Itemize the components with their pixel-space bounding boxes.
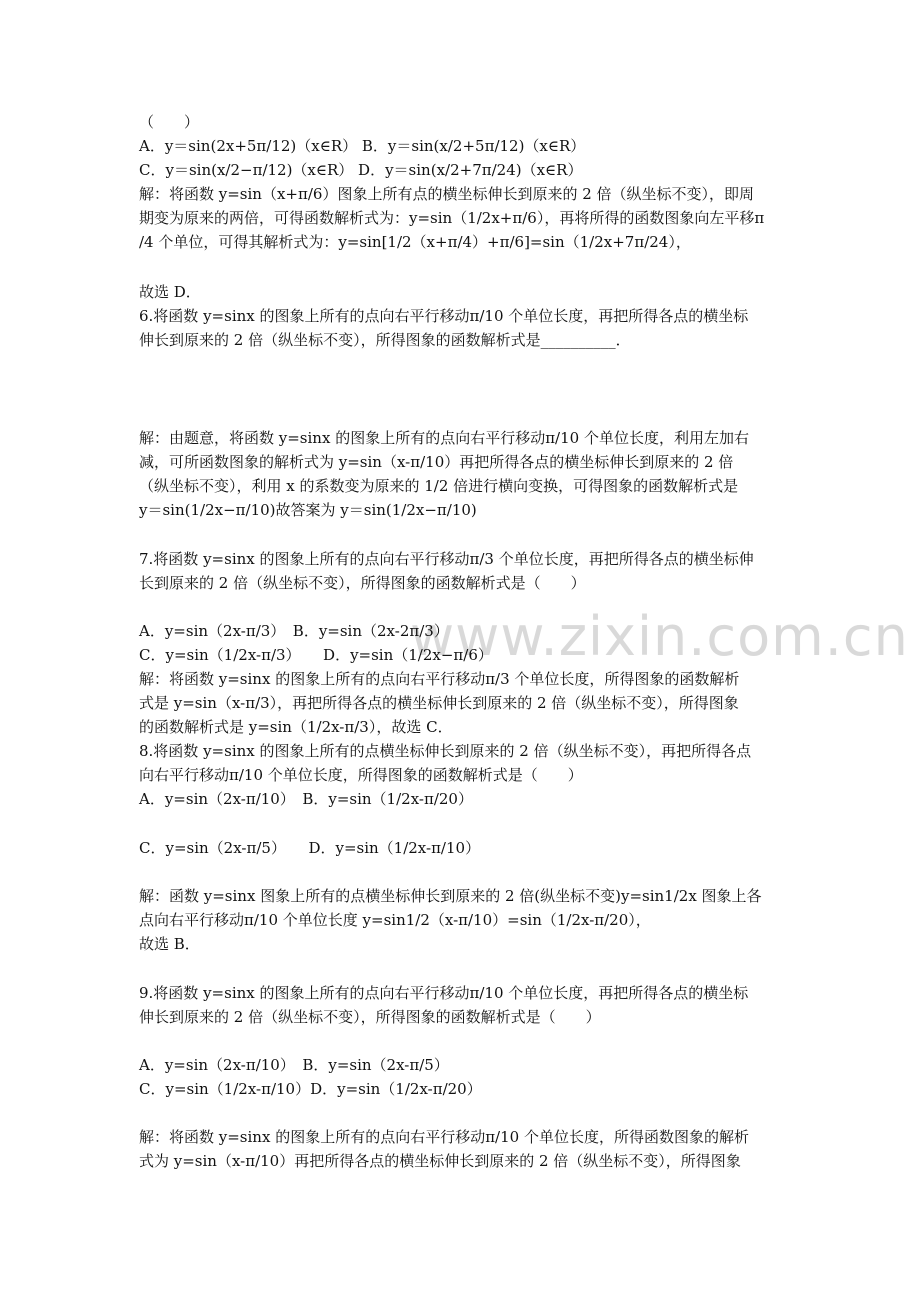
solution-line: 减，可所函数图象的解析式为 y=sin（x-π/10）再把所得各点的横坐标伸长到原来的 2 倍 bbox=[139, 453, 734, 471]
solution-line: /4 个单位，可得其解析式为：y=sin[1/2（x+π/4）+π/6]=sin（1/2x+7π/24）， bbox=[139, 233, 691, 251]
solution-line: 解：将函数 y=sinx 的图象上所有的点向右平行移动π/10 个单位长度，所得函数图象的解析 bbox=[139, 1128, 749, 1146]
solution-line: （纵坐标不变），利用 x 的系数变为原来的 1/2 倍进行横向变换，可得图象的函数解析式是 bbox=[139, 477, 739, 495]
solution-line: 解：将函数 y=sin（x+π/6）图象上所有点的横坐标伸长到原来的 2 倍（纵坐标不变），即周 bbox=[139, 185, 755, 203]
answer-blank-paren: （ ） bbox=[139, 113, 200, 131]
option-line: C．y=sin（2x-π/5） D．y=sin（1/2x-π/10） bbox=[139, 839, 481, 857]
conclusion-line: 故选 B． bbox=[139, 935, 200, 953]
option-line: A．y=sin（2x-π/10） B．y=sin（2x-π/5） bbox=[139, 1056, 449, 1074]
conclusion-line: 故选 D． bbox=[139, 283, 201, 301]
question-6-line: 伸长到原来的 2 倍（纵坐标不变），所得图象的函数解析式是__________． bbox=[139, 331, 631, 349]
solution-line: 式是 y=sin（x-π/3），再把所得各点的横坐标伸长到原来的 2 倍（纵坐标不变），所得图象 bbox=[139, 694, 739, 712]
watermark: www.zixin.com.cn bbox=[410, 605, 909, 668]
solution-line: y＝sin(1/2x−π/10)故答案为 y＝sin(1/2x−π/10) bbox=[139, 501, 477, 519]
question-6-line: 6.将函数 y=sinx 的图象上所有的点向右平行移动π/10 个单位长度，再把所得各点的横坐标 bbox=[139, 307, 749, 325]
solution-line: 点向右平行移动π/10 个单位长度 y=sin1/2（x-π/10）=sin（1/2x-π/20）， bbox=[139, 911, 651, 929]
solution-line: 期变为原来的两倍，可得函数解析式为：y=sin（1/2x+π/6），再将所得的函数图象向左平移π bbox=[139, 209, 765, 227]
option-line: A．y＝sin(2x+5π/12)（x∈R） B．y＝sin(x/2+5π/12)（x∈R） bbox=[139, 137, 586, 155]
option-line: C．y＝sin(x/2−π/12)（x∈R） D．y＝sin(x/2+7π/24)（x∈R） bbox=[139, 161, 583, 179]
question-7-line: 7.将函数 y=sinx 的图象上所有的点向右平行移动π/3 个单位长度，再把所得各点的横坐标伸 bbox=[139, 550, 754, 568]
solution-line: 的函数解析式是 y=sin（1/2x-π/3），故选 C． bbox=[139, 718, 453, 736]
question-9-line: 9.将函数 y=sinx 的图象上所有的点向右平行移动π/10 个单位长度，再把所得各点的横坐标 bbox=[139, 984, 749, 1002]
option-line: A．y=sin（2x-π/3） B．y=sin（2x-2π/3） bbox=[139, 622, 449, 640]
question-8-line: 向右平行移动π/10 个单位长度，所得图象的函数解析式是（ ） bbox=[139, 766, 583, 784]
question-9-line: 伸长到原来的 2 倍（纵坐标不变），所得图象的函数解析式是（ ） bbox=[139, 1008, 601, 1026]
option-line: A．y=sin（2x-π/10） B．y=sin（1/2x-π/20） bbox=[139, 790, 473, 808]
solution-line: 解：将函数 y=sinx 的图象上所有的点向右平行移动π/3 个单位长度，所得图象的函数解析 bbox=[139, 670, 740, 688]
option-line: C．y=sin（1/2x-π/10）D．y=sin（1/2x-π/20） bbox=[139, 1080, 482, 1098]
solution-line: 解：由题意，将函数 y=sinx 的图象上所有的点向右平行移动π/10 个单位长度，利用左加右 bbox=[139, 429, 749, 447]
question-8-line: 8.将函数 y=sinx 的图象上所有的点横坐标伸长到原来的 2 倍（纵坐标不变），再把所得各点 bbox=[139, 742, 752, 760]
option-line: C．y=sin（1/2x-π/3） D．y=sin（1/2x−π/6） bbox=[139, 646, 493, 664]
solution-line: 式为 y=sin（x-π/10）再把所得各点的横坐标伸长到原来的 2 倍（纵坐标不变），所得图象 bbox=[139, 1152, 741, 1170]
question-7-line: 长到原来的 2 倍（纵坐标不变），所得图象的函数解析式是（ ） bbox=[139, 574, 586, 592]
solution-line: 解：函数 y=sinx 图象上所有的点横坐标伸长到原来的 2 倍(纵坐标不变)y=sin1/2x 图象上各 bbox=[139, 887, 762, 905]
